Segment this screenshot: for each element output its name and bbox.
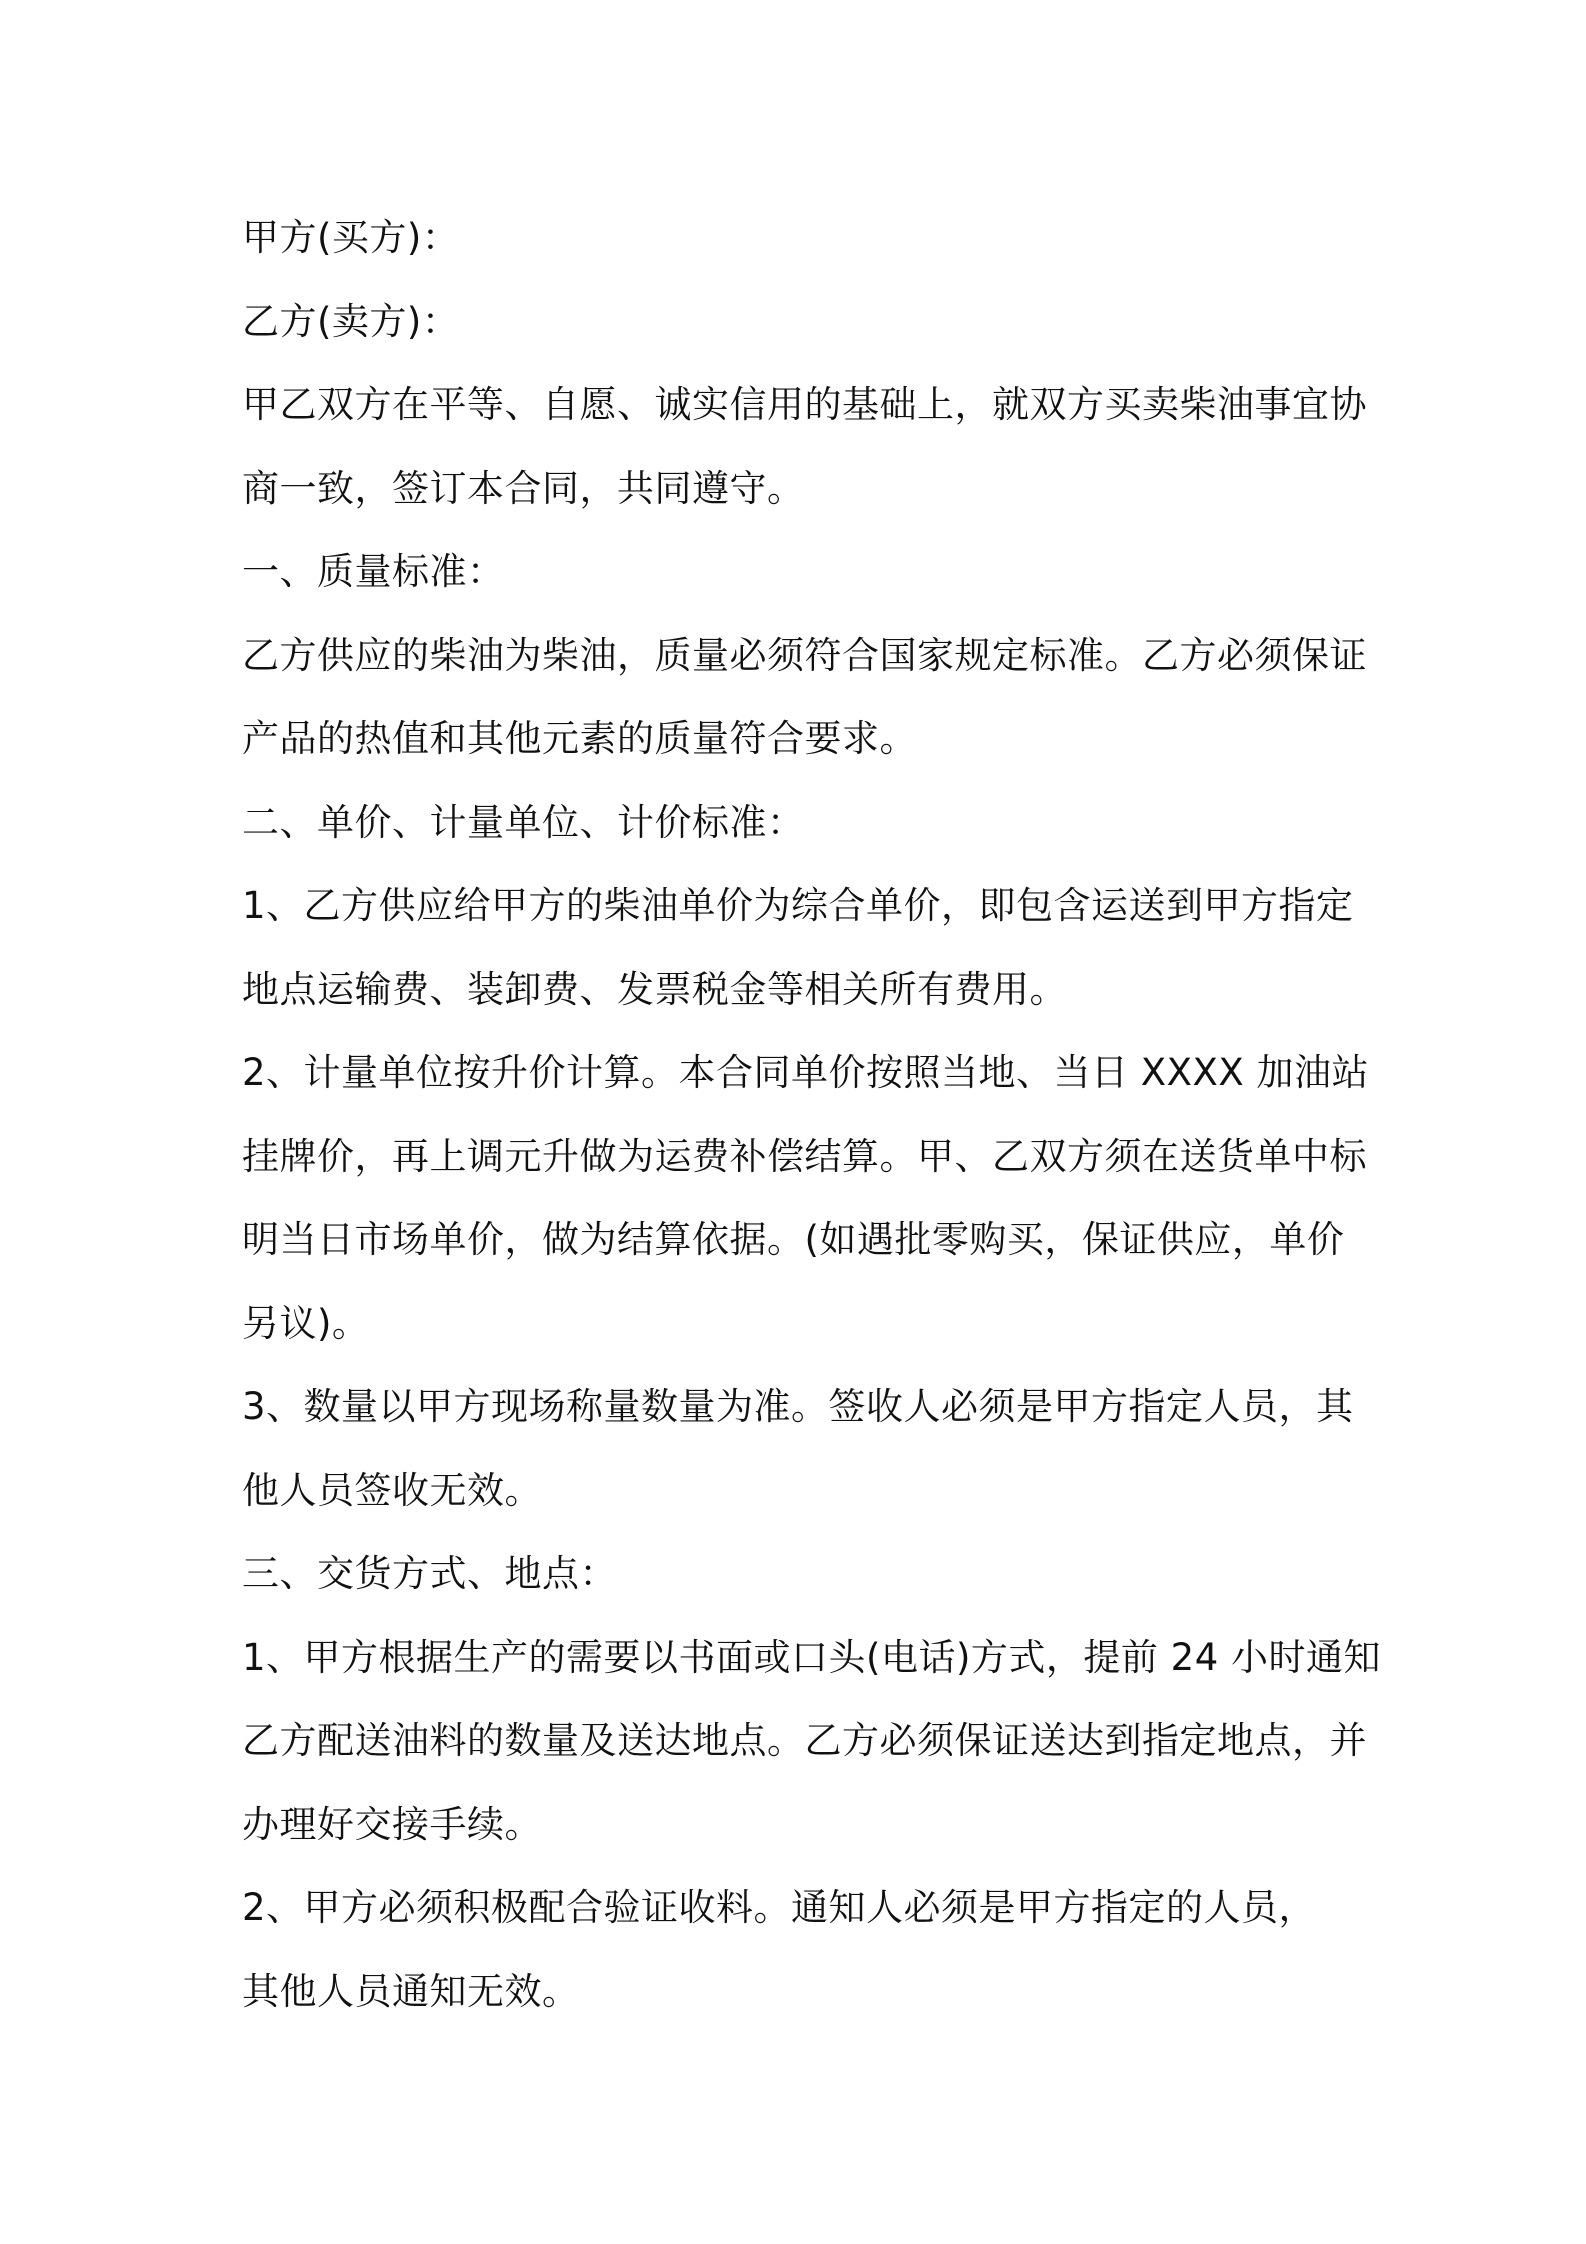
section-2-item-1-line-2: 地点运输费、装卸费、发票税金等相关所有费用。	[242, 967, 1067, 1011]
section-1-heading: 一、质量标准：	[242, 550, 505, 593]
section-1-line-2: 产品的热值和其他元素的质量符合要求。	[242, 717, 917, 760]
section-2-item-2-line-2: 挂牌价，再上调元升做为运费补偿结算。甲、乙双方须在送货单中标	[242, 1134, 1367, 1178]
section-2-item-1-line-1: 1、乙方供应给甲方的柴油单价为综合单价，即包含运送到甲方指定	[242, 884, 1354, 927]
section-3-item-1-line-3: 办理好交接手续。	[242, 1802, 542, 1846]
party-a-line: 甲方(买方)：	[242, 216, 460, 259]
party-b-line: 乙方(卖方)：	[242, 299, 460, 343]
section-2-heading: 二、单价、计量单位、计价标准：	[242, 800, 805, 844]
section-1-line-1: 乙方供应的柴油为柴油，质量必须符合国家规定标准。乙方必须保证	[242, 633, 1367, 677]
section-2-item-3-line-2: 他人员签收无效。	[242, 1468, 542, 1512]
section-2-item-2-line-3: 明当日市场单价，做为结算依据。(如遇批零购买，保证供应，单价	[242, 1218, 1345, 1261]
preamble-line-2: 商一致，签订本合同，共同遵守。	[242, 466, 805, 510]
section-3-item-1-line-1: 1、甲方根据生产的需要以书面或口头(电话)方式，提前 24 小时通知	[242, 1635, 1382, 1679]
document-body	[242, 196, 1382, 2033]
section-3-item-1-line-2: 乙方配送油料的数量及送达地点。乙方必须保证送达到指定地点，并	[242, 1719, 1367, 1762]
section-2-item-2-line-1: 2、计量单位按升价计算。本合同单价按照当地、当日 XXXX 加油站	[242, 1051, 1369, 1094]
section-2-item-3-line-1: 3、数量以甲方现场称量数量为准。签收人必须是甲方指定人员，其	[242, 1385, 1354, 1428]
preamble-line-1: 甲乙双方在平等、自愿、诚实信用的基础上，就双方买卖柴油事宜协	[242, 383, 1367, 426]
section-3-heading: 三、交货方式、地点：	[242, 1552, 617, 1595]
section-3-item-2-line-2: 其他人员通知无效。	[242, 1969, 580, 2013]
section-2-item-2-line-4: 另议)。	[242, 1301, 370, 1345]
section-3-item-2-line-1: 2、甲方必须积极配合验证收料。通知人必须是甲方指定的人员，	[242, 1886, 1317, 1929]
